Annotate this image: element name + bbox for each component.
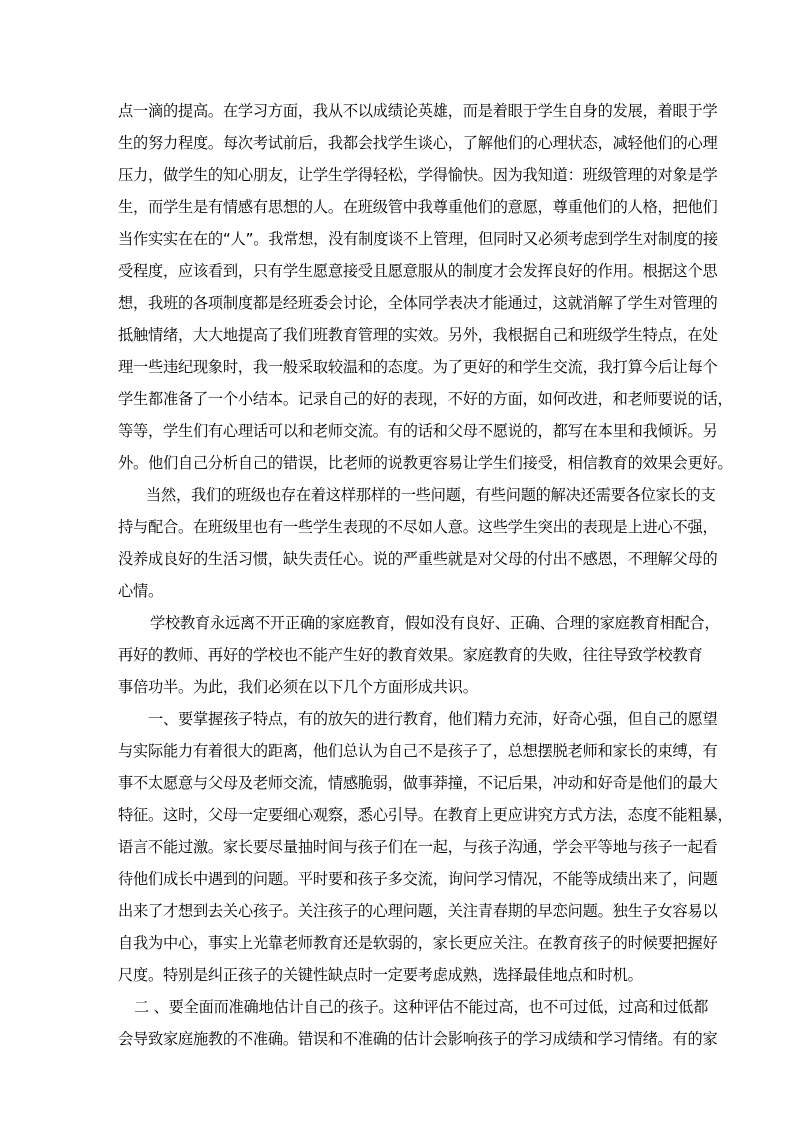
text-line: 持与配合。在班级里也有一些学生表现的不尽如人意。这些学生突出的表现是上进心不强，: [118, 518, 718, 536]
text-line: 自我为中心，事实上光靠老师教育还是软弱的，家长更应关注。在教育孩子的时候要把握好: [118, 934, 718, 952]
text-line: 事不太愿意与父母及老师交流，情感脆弱，做事莽撞，不记后果，冲动和好奇是他们的最大: [118, 774, 718, 792]
text-line: 外。他们自己分析自己的错误，比老师的说教更容易让学生们接受，相信教育的效果会更好。: [118, 454, 733, 472]
text-line: 与实际能力有着很大的距离，他们总认为自己不是孩子了，总想摆脱老师和家长的束缚，有: [118, 742, 718, 760]
text-line: 语言不能过激。家长要尽量抽时间与孩子们在一起，与孩子沟通，学会平等地与孩子一起看: [118, 838, 718, 856]
text-line: 点一滴的提高。在学习方面，我从不以成绩论英雄，而是着眼于学生自身的发展，着眼于学: [118, 102, 718, 120]
text-line: 生，而学生是有情感有思想的人。在班级管中我尊重他们的意愿，尊重他们的人格，把他们: [118, 198, 718, 216]
text-line: 学校教育永远离不开正确的家庭教育，假如没有良好、正确、合理的家庭教育相配合，: [150, 614, 720, 632]
text-line: 等等，学生们有心理话可以和老师交流。有的话和父母不愿说的，都写在本里和我倾诉。另: [118, 422, 718, 440]
text-line: 出来了才想到去关心孩子。关注孩子的心理问题，关注青春期的早恋问题。独生子女容易以: [118, 902, 718, 920]
text-line: 学生都准备了一个小结本。记录自己的好的表现，不好的方面，如何改进，和老师要说的话，: [118, 390, 733, 408]
text-line: 特征。这时，父母一定要细心观察，悉心引导。在教育上更应讲究方式方法，态度不能粗暴，: [118, 806, 733, 824]
text-line: 抵触情绪，大大地提高了我们班教育管理的实效。另外，我根据自己和班级学生特点，在处: [118, 326, 718, 344]
text-line: 压力，做学生的知心朋友，让学生学得轻松，学得愉快。因为我知道：班级管理的对象是学: [118, 166, 718, 184]
text-line: 尺度。特别是纠正孩子的关键性缺点时一定要考虑成熟，选择最佳地点和时机。: [118, 966, 643, 984]
text-line: 想，我班的各项制度都是经班委会讨论，全体同学表决才能通过，这就消解了学生对管理的: [118, 294, 718, 312]
text-line: 事倍功半。为此，我们必须在以下几个方面形成共识。: [118, 678, 478, 696]
text-line: 二 、要全面而准确地估计自己的孩子。这种评估不能过高，也不可过低，过高和过低都: [134, 998, 709, 1016]
text-line: 待他们成长中遇到的问题。平时要和孩子多交流，询问学习情况，不能等成绩出来了，问题: [118, 870, 718, 888]
text-line: 心情。: [118, 582, 163, 600]
text-line: 理一些违纪现象时，我一般采取较温和的态度。为了更好的和学生交流，我打算今后让每个: [118, 358, 718, 376]
text-line: 生的努力程度。每次考试前后，我都会找学生谈心，了解他们的心理状态，减轻他们的心理: [118, 134, 718, 152]
text-line: 再好的教师、再好的学校也不能产生好的教育效果。家庭教育的失败，往往导致学校教育: [118, 646, 703, 664]
text-line: 受程度，应该看到，只有学生愿意接受且愿意服从的制度才会发挥良好的作用。根据这个思: [118, 262, 718, 280]
text-line: 一、要掌握孩子特点，有的放矢的进行教育，他们精力充沛，好奇心强，但自己的愿望: [148, 710, 718, 728]
text-line: 当作实实在在的“人”。我常想，没有制度谈不上管理，但同时又必须考虑到学生对制度的接: [118, 230, 718, 248]
text-line: 当然，我们的班级也存在着这样那样的一些问题，有些问题的解决还需要各位家长的支: [146, 486, 716, 504]
text-line: 会导致家庭施教的不准确。错误和不准确的估计会影响孩子的学习成绩和学习情绪。有的家: [118, 1030, 718, 1048]
text-line: 没养成良好的生活习惯，缺失责任心。说的严重些就是对父母的付出不感恩，不理解父母的: [118, 550, 718, 568]
